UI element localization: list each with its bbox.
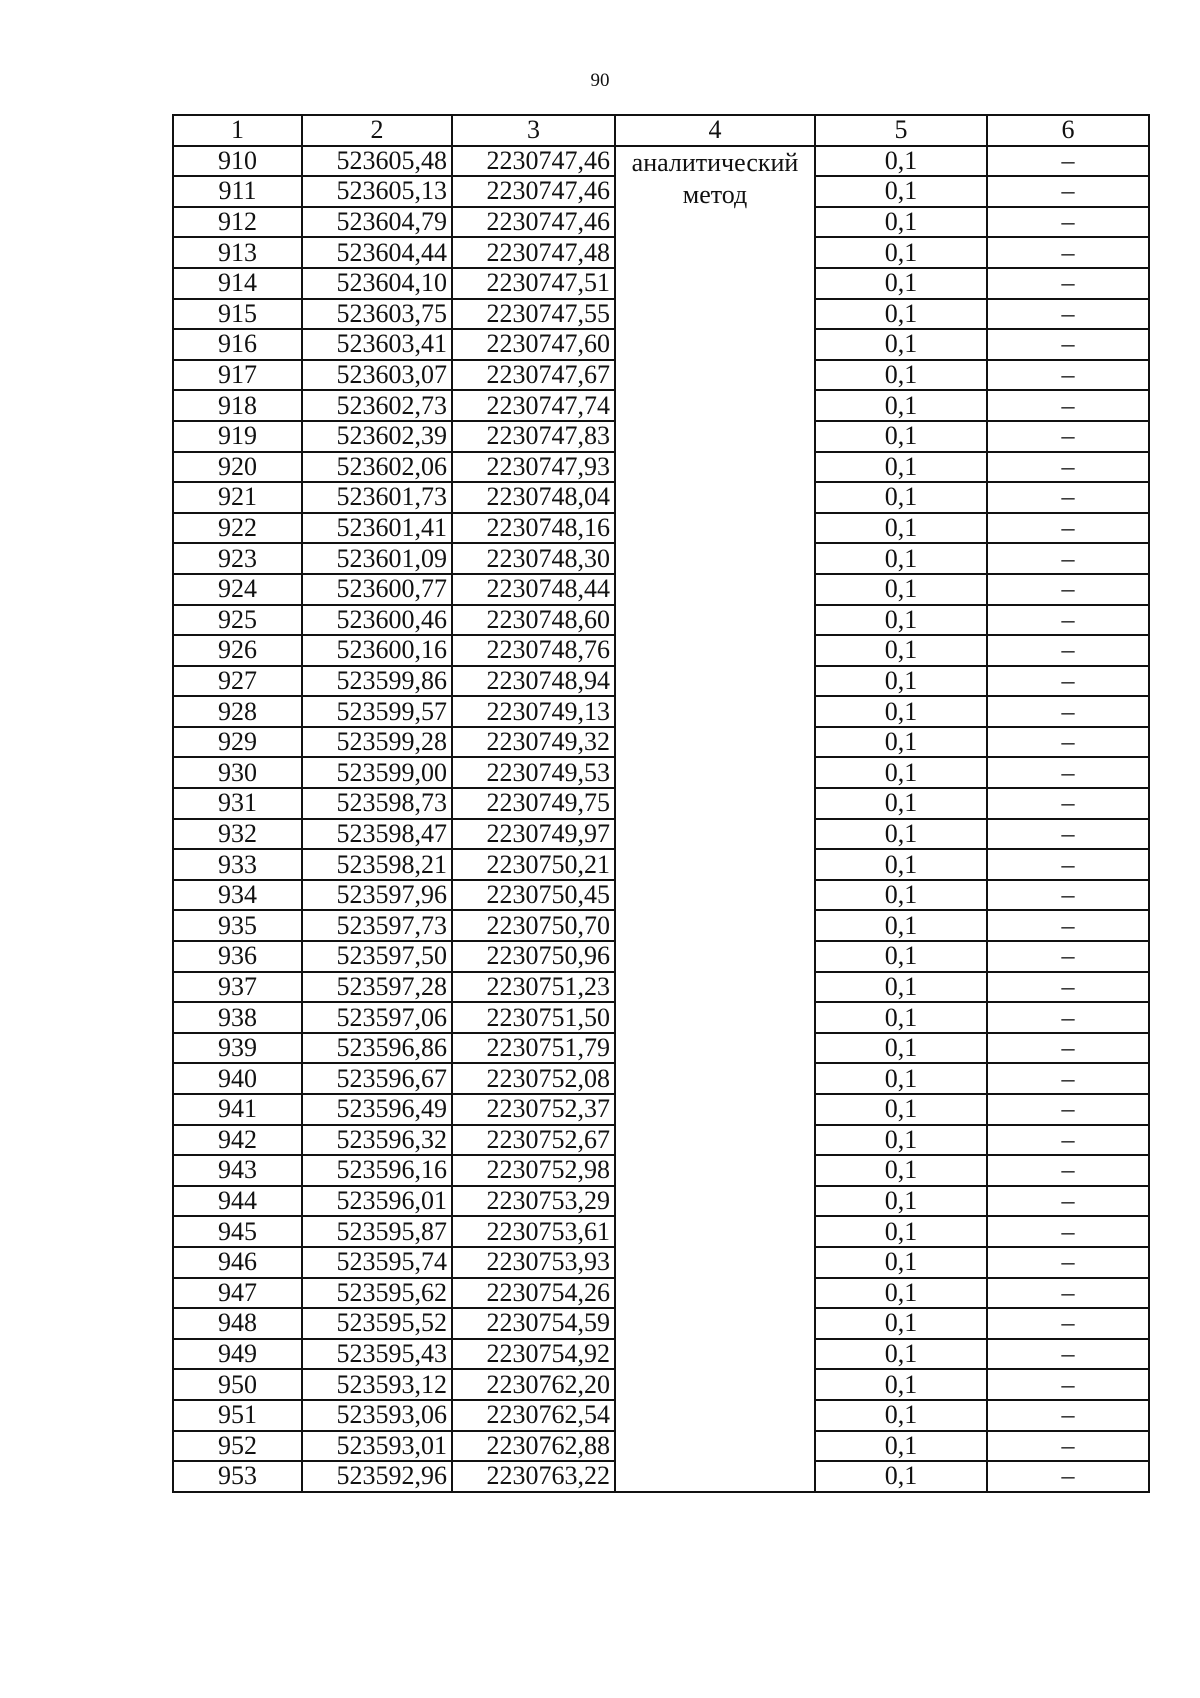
- accuracy-cell: 0,1: [815, 788, 987, 819]
- note-cell: –: [987, 1339, 1149, 1370]
- note-cell: –: [987, 1186, 1149, 1217]
- x-coordinate-cell: 523602,39: [302, 421, 452, 452]
- y-coordinate-cell: 2230747,55: [452, 299, 615, 330]
- note-cell: –: [987, 666, 1149, 697]
- y-coordinate-cell: 2230747,60: [452, 329, 615, 360]
- note-cell: –: [987, 941, 1149, 972]
- point-number-cell: 938: [173, 1002, 302, 1033]
- accuracy-cell: 0,1: [815, 941, 987, 972]
- note-cell: –: [987, 849, 1149, 880]
- accuracy-cell: 0,1: [815, 635, 987, 666]
- x-coordinate-cell: 523596,49: [302, 1094, 452, 1125]
- y-coordinate-cell: 2230748,30: [452, 543, 615, 574]
- y-coordinate-cell: 2230750,70: [452, 910, 615, 941]
- accuracy-cell: 0,1: [815, 727, 987, 758]
- point-number-cell: 945: [173, 1216, 302, 1247]
- x-coordinate-cell: 523596,67: [302, 1063, 452, 1094]
- x-coordinate-cell: 523600,16: [302, 635, 452, 666]
- accuracy-cell: 0,1: [815, 513, 987, 544]
- note-cell: –: [987, 1033, 1149, 1064]
- x-coordinate-cell: 523597,50: [302, 941, 452, 972]
- point-number-cell: 928: [173, 696, 302, 727]
- point-number-cell: 930: [173, 757, 302, 788]
- point-number-cell: 920: [173, 452, 302, 483]
- y-coordinate-cell: 2230748,16: [452, 513, 615, 544]
- x-coordinate-cell: 523604,79: [302, 207, 452, 238]
- y-coordinate-cell: 2230747,74: [452, 390, 615, 421]
- header-col-3: 3: [452, 115, 615, 146]
- x-coordinate-cell: 523596,32: [302, 1125, 452, 1156]
- accuracy-cell: 0,1: [815, 757, 987, 788]
- point-number-cell: 919: [173, 421, 302, 452]
- y-coordinate-cell: 2230747,46: [452, 207, 615, 238]
- x-coordinate-cell: 523605,13: [302, 176, 452, 207]
- y-coordinate-cell: 2230754,92: [452, 1339, 615, 1370]
- point-number-cell: 924: [173, 574, 302, 605]
- point-number-cell: 929: [173, 727, 302, 758]
- y-coordinate-cell: 2230750,96: [452, 941, 615, 972]
- x-coordinate-cell: 523598,47: [302, 819, 452, 850]
- accuracy-cell: 0,1: [815, 268, 987, 299]
- y-coordinate-cell: 2230753,61: [452, 1216, 615, 1247]
- point-number-cell: 953: [173, 1461, 302, 1492]
- note-cell: –: [987, 880, 1149, 911]
- point-number-cell: 934: [173, 880, 302, 911]
- point-number-cell: 946: [173, 1247, 302, 1278]
- accuracy-cell: 0,1: [815, 207, 987, 238]
- y-coordinate-cell: 2230748,44: [452, 574, 615, 605]
- point-number-cell: 916: [173, 329, 302, 360]
- x-coordinate-cell: 523595,74: [302, 1247, 452, 1278]
- note-cell: –: [987, 635, 1149, 666]
- x-coordinate-cell: 523601,41: [302, 513, 452, 544]
- note-cell: –: [987, 299, 1149, 330]
- note-cell: –: [987, 727, 1149, 758]
- note-cell: –: [987, 788, 1149, 819]
- accuracy-cell: 0,1: [815, 574, 987, 605]
- x-coordinate-cell: 523597,28: [302, 972, 452, 1003]
- y-coordinate-cell: 2230747,46: [452, 176, 615, 207]
- accuracy-cell: 0,1: [815, 146, 987, 177]
- x-coordinate-cell: 523596,16: [302, 1155, 452, 1186]
- note-cell: –: [987, 1002, 1149, 1033]
- note-cell: –: [987, 176, 1149, 207]
- note-cell: –: [987, 1125, 1149, 1156]
- y-coordinate-cell: 2230751,23: [452, 972, 615, 1003]
- y-coordinate-cell: 2230748,60: [452, 605, 615, 636]
- table-body: [173, 146, 1149, 1492]
- x-coordinate-cell: 523599,86: [302, 666, 452, 697]
- x-coordinate-cell: 523600,77: [302, 574, 452, 605]
- x-coordinate-cell: 523603,07: [302, 360, 452, 391]
- accuracy-cell: 0,1: [815, 1094, 987, 1125]
- point-number-cell: 921: [173, 482, 302, 513]
- point-number-cell: 922: [173, 513, 302, 544]
- y-coordinate-cell: 2230748,76: [452, 635, 615, 666]
- y-coordinate-cell: 2230749,32: [452, 727, 615, 758]
- y-coordinate-cell: 2230747,51: [452, 268, 615, 299]
- header-col-6: 6: [987, 115, 1149, 146]
- accuracy-cell: 0,1: [815, 1308, 987, 1339]
- accuracy-cell: 0,1: [815, 1431, 987, 1462]
- note-cell: –: [987, 482, 1149, 513]
- point-number-cell: 952: [173, 1431, 302, 1462]
- note-cell: –: [987, 360, 1149, 391]
- accuracy-cell: 0,1: [815, 1247, 987, 1278]
- x-coordinate-cell: 523592,96: [302, 1461, 452, 1492]
- point-number-cell: 935: [173, 910, 302, 941]
- x-coordinate-cell: 523603,41: [302, 329, 452, 360]
- y-coordinate-cell: 2230749,75: [452, 788, 615, 819]
- accuracy-cell: 0,1: [815, 299, 987, 330]
- note-cell: –: [987, 329, 1149, 360]
- accuracy-cell: 0,1: [815, 421, 987, 452]
- x-coordinate-cell: 523599,00: [302, 757, 452, 788]
- point-number-cell: 926: [173, 635, 302, 666]
- y-coordinate-cell: 2230754,26: [452, 1278, 615, 1309]
- x-coordinate-cell: 523602,73: [302, 390, 452, 421]
- point-number-cell: 910: [173, 146, 302, 177]
- accuracy-cell: 0,1: [815, 849, 987, 880]
- point-number-cell: 943: [173, 1155, 302, 1186]
- y-coordinate-cell: 2230752,08: [452, 1063, 615, 1094]
- x-coordinate-cell: 523603,75: [302, 299, 452, 330]
- y-coordinate-cell: 2230762,20: [452, 1369, 615, 1400]
- y-coordinate-cell: 2230747,46: [452, 146, 615, 177]
- note-cell: –: [987, 1063, 1149, 1094]
- note-cell: –: [987, 1155, 1149, 1186]
- y-coordinate-cell: 2230747,83: [452, 421, 615, 452]
- x-coordinate-cell: 523596,86: [302, 1033, 452, 1064]
- point-number-cell: 933: [173, 849, 302, 880]
- accuracy-cell: 0,1: [815, 1002, 987, 1033]
- accuracy-cell: 0,1: [815, 605, 987, 636]
- header-col-2: 2: [302, 115, 452, 146]
- x-coordinate-cell: 523595,52: [302, 1308, 452, 1339]
- x-coordinate-cell: 523595,43: [302, 1339, 452, 1370]
- x-coordinate-cell: 523596,01: [302, 1186, 452, 1217]
- x-coordinate-cell: 523597,73: [302, 910, 452, 941]
- accuracy-cell: 0,1: [815, 666, 987, 697]
- y-coordinate-cell: 2230749,97: [452, 819, 615, 850]
- x-coordinate-cell: 523598,73: [302, 788, 452, 819]
- point-number-cell: 931: [173, 788, 302, 819]
- header-row: [173, 115, 1149, 146]
- x-coordinate-cell: 523593,12: [302, 1369, 452, 1400]
- x-coordinate-cell: 523599,57: [302, 696, 452, 727]
- note-cell: –: [987, 513, 1149, 544]
- note-cell: –: [987, 696, 1149, 727]
- accuracy-cell: 0,1: [815, 1339, 987, 1370]
- note-cell: –: [987, 1094, 1149, 1125]
- x-coordinate-cell: 523602,06: [302, 452, 452, 483]
- accuracy-cell: 0,1: [815, 1216, 987, 1247]
- note-cell: –: [987, 1400, 1149, 1431]
- note-cell: –: [987, 146, 1149, 177]
- y-coordinate-cell: 2230752,98: [452, 1155, 615, 1186]
- point-number-cell: 950: [173, 1369, 302, 1400]
- note-cell: –: [987, 605, 1149, 636]
- point-number-cell: 925: [173, 605, 302, 636]
- note-cell: –: [987, 1216, 1149, 1247]
- header-col-4: 4: [615, 115, 815, 146]
- y-coordinate-cell: 2230754,59: [452, 1308, 615, 1339]
- y-coordinate-cell: 2230747,67: [452, 360, 615, 391]
- point-number-cell: 915: [173, 299, 302, 330]
- point-number-cell: 923: [173, 543, 302, 574]
- y-coordinate-cell: 2230750,45: [452, 880, 615, 911]
- note-cell: –: [987, 1278, 1149, 1309]
- y-coordinate-cell: 2230751,79: [452, 1033, 615, 1064]
- accuracy-cell: 0,1: [815, 1063, 987, 1094]
- x-coordinate-cell: 523599,28: [302, 727, 452, 758]
- note-cell: –: [987, 207, 1149, 238]
- accuracy-cell: 0,1: [815, 543, 987, 574]
- page-number: 90: [590, 70, 610, 91]
- accuracy-cell: 0,1: [815, 696, 987, 727]
- note-cell: –: [987, 1308, 1149, 1339]
- x-coordinate-cell: 523593,06: [302, 1400, 452, 1431]
- point-number-cell: 944: [173, 1186, 302, 1217]
- y-coordinate-cell: 2230762,54: [452, 1400, 615, 1431]
- header-col-5: 5: [815, 115, 987, 146]
- y-coordinate-cell: 2230748,94: [452, 666, 615, 697]
- note-cell: –: [987, 757, 1149, 788]
- table-header: [173, 115, 1149, 146]
- point-number-cell: 927: [173, 666, 302, 697]
- accuracy-cell: 0,1: [815, 910, 987, 941]
- accuracy-cell: 0,1: [815, 880, 987, 911]
- point-number-cell: 913: [173, 237, 302, 268]
- point-number-cell: 937: [173, 972, 302, 1003]
- accuracy-cell: 0,1: [815, 176, 987, 207]
- point-number-cell: 917: [173, 360, 302, 391]
- note-cell: –: [987, 1461, 1149, 1492]
- accuracy-cell: 0,1: [815, 1155, 987, 1186]
- accuracy-cell: 0,1: [815, 1033, 987, 1064]
- y-coordinate-cell: 2230763,22: [452, 1461, 615, 1492]
- x-coordinate-cell: 523593,01: [302, 1431, 452, 1462]
- y-coordinate-cell: 2230747,48: [452, 237, 615, 268]
- accuracy-cell: 0,1: [815, 390, 987, 421]
- x-coordinate-cell: 523601,09: [302, 543, 452, 574]
- y-coordinate-cell: 2230749,13: [452, 696, 615, 727]
- accuracy-cell: 0,1: [815, 819, 987, 850]
- accuracy-cell: 0,1: [815, 329, 987, 360]
- point-number-cell: 941: [173, 1094, 302, 1125]
- accuracy-cell: 0,1: [815, 1186, 987, 1217]
- note-cell: –: [987, 1247, 1149, 1278]
- point-number-cell: 914: [173, 268, 302, 299]
- accuracy-cell: 0,1: [815, 1278, 987, 1309]
- point-number-cell: 939: [173, 1033, 302, 1064]
- y-coordinate-cell: 2230751,50: [452, 1002, 615, 1033]
- accuracy-cell: 0,1: [815, 972, 987, 1003]
- point-number-cell: 936: [173, 941, 302, 972]
- x-coordinate-cell: 523604,10: [302, 268, 452, 299]
- point-number-cell: 940: [173, 1063, 302, 1094]
- note-cell: –: [987, 237, 1149, 268]
- x-coordinate-cell: 523597,06: [302, 1002, 452, 1033]
- accuracy-cell: 0,1: [815, 482, 987, 513]
- note-cell: –: [987, 972, 1149, 1003]
- method-cell: аналитический метод: [615, 146, 815, 1492]
- note-cell: –: [987, 819, 1149, 850]
- table-row: [173, 146, 1149, 177]
- accuracy-cell: 0,1: [815, 1369, 987, 1400]
- note-cell: –: [987, 574, 1149, 605]
- y-coordinate-cell: 2230752,67: [452, 1125, 615, 1156]
- note-cell: –: [987, 910, 1149, 941]
- y-coordinate-cell: 2230748,04: [452, 482, 615, 513]
- x-coordinate-cell: 523598,21: [302, 849, 452, 880]
- x-coordinate-cell: 523604,44: [302, 237, 452, 268]
- accuracy-cell: 0,1: [815, 237, 987, 268]
- point-number-cell: 951: [173, 1400, 302, 1431]
- y-coordinate-cell: 2230753,93: [452, 1247, 615, 1278]
- point-number-cell: 918: [173, 390, 302, 421]
- y-coordinate-cell: 2230762,88: [452, 1431, 615, 1462]
- note-cell: –: [987, 1431, 1149, 1462]
- point-number-cell: 912: [173, 207, 302, 238]
- y-coordinate-cell: 2230749,53: [452, 757, 615, 788]
- point-number-cell: 948: [173, 1308, 302, 1339]
- accuracy-cell: 0,1: [815, 1461, 987, 1492]
- accuracy-cell: 0,1: [815, 1400, 987, 1431]
- point-number-cell: 947: [173, 1278, 302, 1309]
- x-coordinate-cell: 523600,46: [302, 605, 452, 636]
- point-number-cell: 942: [173, 1125, 302, 1156]
- coordinates-table: [172, 114, 1150, 1493]
- x-coordinate-cell: 523595,87: [302, 1216, 452, 1247]
- x-coordinate-cell: 523601,73: [302, 482, 452, 513]
- note-cell: –: [987, 390, 1149, 421]
- note-cell: –: [987, 543, 1149, 574]
- accuracy-cell: 0,1: [815, 452, 987, 483]
- y-coordinate-cell: 2230750,21: [452, 849, 615, 880]
- note-cell: –: [987, 452, 1149, 483]
- header-col-1: 1: [173, 115, 302, 146]
- point-number-cell: 932: [173, 819, 302, 850]
- y-coordinate-cell: 2230747,93: [452, 452, 615, 483]
- note-cell: –: [987, 421, 1149, 452]
- note-cell: –: [987, 268, 1149, 299]
- note-cell: –: [987, 1369, 1149, 1400]
- y-coordinate-cell: 2230752,37: [452, 1094, 615, 1125]
- accuracy-cell: 0,1: [815, 1125, 987, 1156]
- x-coordinate-cell: 523595,62: [302, 1278, 452, 1309]
- point-number-cell: 911: [173, 176, 302, 207]
- x-coordinate-cell: 523597,96: [302, 880, 452, 911]
- accuracy-cell: 0,1: [815, 360, 987, 391]
- y-coordinate-cell: 2230753,29: [452, 1186, 615, 1217]
- point-number-cell: 949: [173, 1339, 302, 1370]
- x-coordinate-cell: 523605,48: [302, 146, 452, 177]
